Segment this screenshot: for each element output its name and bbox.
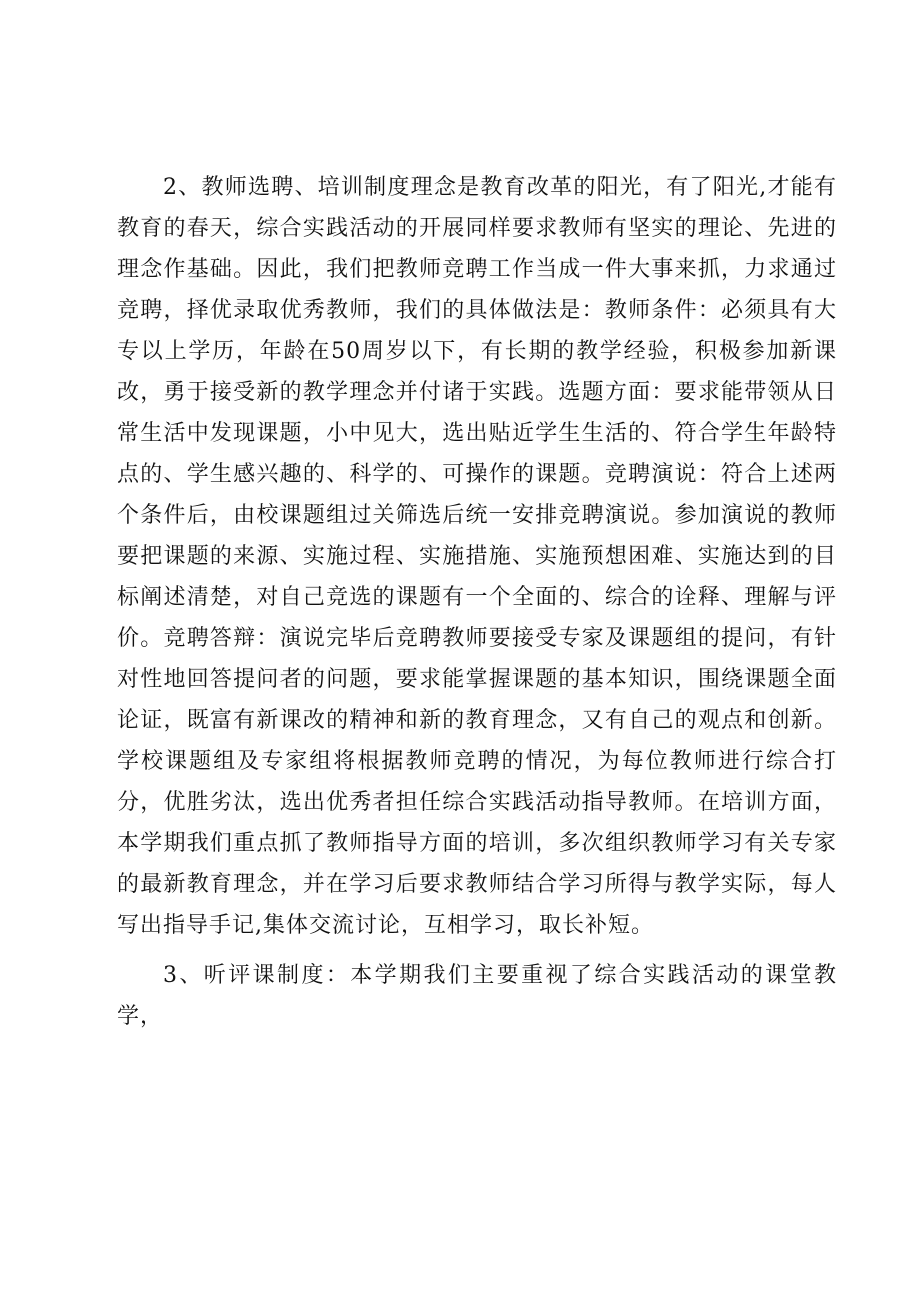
- paragraph-lesson-evaluation: 3、听评课制度：本学期我们主要重视了综合实践活动的课堂教学，: [117, 963, 837, 1029]
- paragraph-teacher-selection-training: 2、教师选聘、培训制度理念是教育改革的阳光，有了阳光,才能有教育的春天，综合实践活动的开展同样要求教师有坚实的理论、先进的理念作基础。因此，我们把教师竞聘工作当成一件大事来抓，力求通过竞聘，择优录取优秀教师，我们的具体做法是：教师条件：必须具有大专以上学历，年龄在50周岁以下，有长期的教学经验，积极参加新课改，勇于接受新的教学理念并付诸于实践。选题方面：要求能带领从日常生活中发现课题，小中见大，选出贴近学生生活的、符合学生年龄特点的、学生感兴趣的、科学的、可操作的课题。竞聘演说：符合上述两个条件后，由校课题组过关筛选后统一安排竞聘演说。参加演说的教师要把课题的来源、实施过程、实施措施、实施预想困难、实施达到的目标阐述清楚，对自己竞选的课题有一个全面的、综合的诠释、理解与评价。竞聘答辩：演说完毕后竞聘教师要接受专家及课题组的提问，有针对性地回答提问者的问题，要求能掌握课题的基本知识，围绕课题全面论证，既富有新课改的精神和新的教育理念，又有自己的观点和创新。学校课题组及专家组将根据教师竞聘的情况，为每位教师进行综合打分，优胜劣汰，选出优秀者担任综合实践活动指导教师。在培训方面，本学期我们重点抓了教师指导方面的培训，多次组织教师学习有关专家的最新教育理念，并在学习后要求教师结合学习所得与教学实际，每人写出指导手记,集体交流讨论，互相学习，取长补短。: [117, 175, 837, 938]
- document-body: [117, 167, 837, 1037]
